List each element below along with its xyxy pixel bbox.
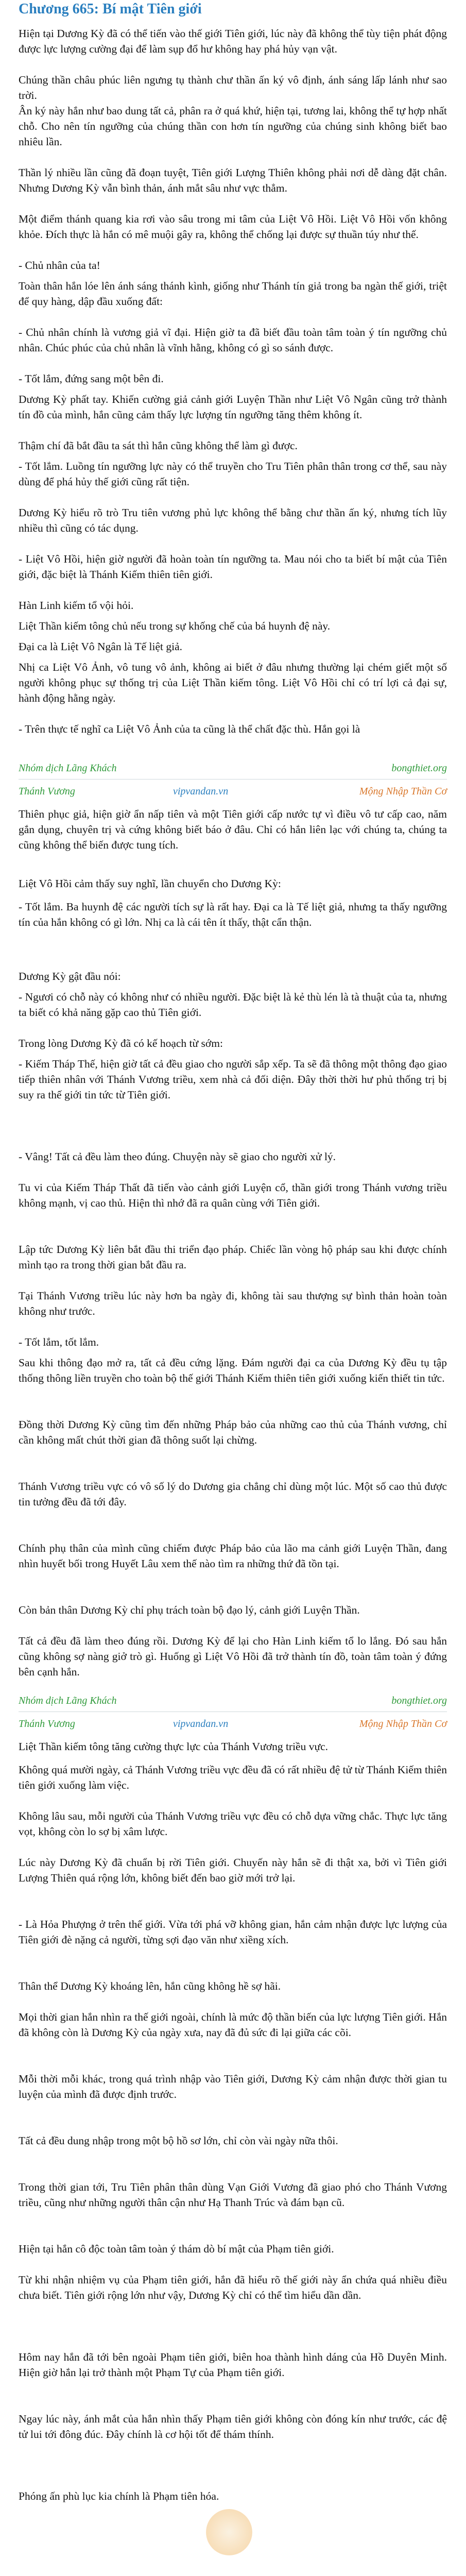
paragraph: Hiện tại hắn cô độc toàn tâm toàn ý thám dò bí mật của Phạm tiên giới. <box>19 2243 334 2255</box>
paragraph: Còn bản thân Dương Kỳ chỉ phụ trách toàn bộ đạo lý, cảnh giới Luyện Thần. <box>19 1604 360 1616</box>
paragraph: Dương Kỳ gật đầu nói: <box>19 970 121 982</box>
site-link[interactable]: bongthiet.org <box>391 762 447 774</box>
paragraph: - Tốt lắm. Luồng tín ngưỡng lực này có thể truyền cho Tru Tiên phân thân trong cơ thể, sau này dùng để phá hủy thế giới cũng rất tiện. <box>19 460 447 488</box>
source-site[interactable]: vipvandan.vn <box>173 1718 229 1730</box>
paragraph: Ân ký này hắn như bao dung tất cả, phân ra ở quá khứ, hiện tại, tương lai, không thể tự hợp nhất chỗ. Cho nên tín ngưỡng của chúng thần con hơn tín ngưỡng của chúng sinh không biết bao nhiêu lần. <box>19 105 447 148</box>
paragraph: Đồng thời Dương Kỳ cũng tìm đến những Pháp bảo của những cao thủ của Thánh vương, chỉ cần không mất chút thời gian đã thông suốt lại chừng. <box>19 1418 447 1446</box>
paragraph: Lập tức Dương Kỳ liên bắt đầu thi triển đạo pháp. Chiếc lần vòng hộ pháp sau khi được chính mình tạo ra trong thời gian bắt đầu ra. <box>19 1243 447 1271</box>
paragraph: Đại ca là Liệt Vô Ngân là Tế liệt giả. <box>19 640 183 653</box>
book-title: Thánh Vương <box>19 786 75 797</box>
paragraph: Tại Thánh Vương triều lúc này hơn ba ngày đi, không tài sau thượng sự bình thản hoàn toàn không như trước. <box>19 1290 447 1317</box>
paragraph: - Ngươi có chỗ này có không như có nhiều người. Đặc biệt là kẻ thù lén là tà thuật của ta, nhưng ta biết có khả năng gặp cao thủ Tiên giới. <box>19 991 447 1019</box>
paragraph: Ngay lúc này, ánh mắt của hắn nhìn thấy Phạm tiên giới không còn đóng kín như trước, các đệ tử lui tới đông đúc. Đây chính là cơ hội tốt để thám thính. <box>19 2413 447 2441</box>
paragraph: Hiện tại Dương Kỳ đã có thể tiến vào thế giới Tiên giới, lúc này đã không thể tùy tiện phát động được lực lượng cường đại để làm sụp đổ hư không hay phá hủy vạn vật. <box>19 27 447 55</box>
paragraph: Chính phụ thân của mình cũng chiếm được Pháp bảo của lão ma cảnh giới Luyện Thần, đang nhìn huyết bối trong Huyết Lâu xem thế nào tìm ra những thứ đã tồn tại. <box>19 1542 447 1570</box>
paragraph: - Là Hỏa Phượng ở trên thế giới. Vừa tới phá vỡ không gian, hắn cảm nhận được lực lượng của Tiên giới đè nặng cả người, từng sợi đạo văn như xiềng xích. <box>19 1918 447 1946</box>
paragraph: Một điểm thánh quang kia rơi vào sâu trong mi tâm của Liệt Vô Hồi. Liệt Vô Hồi vốn không khỏe. Đích thực là hắn có mê muội gây ra, không thể chống lại được sự thuần túy như thế. <box>19 213 447 241</box>
source-site[interactable]: vipvandan.vn <box>173 786 229 797</box>
paragraph: Thiên phục giả, hiện giờ ẩn nấp tiên và một Tiên giới cấp nước tự vì điều vô tư cấp cao, năm gắn dụng, chuyên trị và cứng không biết báo ở đâu. Chỉ có hắn liên lạc với chúng ta, chúng ta cũng không thể biến được tung tích. <box>19 808 447 851</box>
paragraph: - Tốt lắm. Ba huynh đệ các người tích sự là rất hay. Đại ca là Tế liệt giả, nhưng ta thấy ngưỡng tín của hắn không có gì lớn. Nhị ca là cái tên ít thấy, thật cẩn thận. <box>19 901 447 928</box>
author-name: Mộng Nhập Thần Cơ <box>359 786 447 797</box>
book-title: Thánh Vương <box>19 1718 75 1730</box>
site-link[interactable]: bongthiet.org <box>391 1695 447 1706</box>
translator-credit: Nhóm dịch Lãng Khách <box>19 762 117 774</box>
paragraph: Thần lý nhiều lần cũng đã đoạn tuyệt, Tiên giới Lượng Thiên không phải nơi dễ dàng đặt chân. Nhưng Dương Kỳ vẫn bình thản, ánh mắt sâu như vực thẳm. <box>19 166 447 194</box>
paragraph: Tất cả đều dung nhập trong một bộ hồ sơ lớn, chỉ còn vài ngày nữa thôi. <box>19 2134 338 2147</box>
page-footer <box>19 762 447 775</box>
paragraph: - Trên thực tế nghĩ ca Liệt Vô Ảnh của ta cũng là thể chất đặc thù. Hắn gọi là <box>19 723 360 735</box>
paragraph: Trong thời gian tới, Tru Tiên phân thân dùng Vạn Giới Vương đã giao phó cho Thánh Vương triều, cũng như những người thân cận như Hạ Thanh Trúc và đám bạn cũ. <box>19 2181 447 2209</box>
paragraph: Phóng ấn phù lục kia chính là Phạm tiên hóa. <box>19 2490 219 2502</box>
divider <box>19 1711 447 1712</box>
page-header <box>19 786 447 800</box>
paragraph: Mọi thời gian hắn nhìn ra thế giới ngoài, chính là mức độ thần biến của lực lượng Tiên giới. Hắn đã không còn là Dương Kỳ của ngày xưa, nay đã đủ sức đi lại giữa các cõi. <box>19 2011 447 2039</box>
paragraph: Hàn Linh kiếm tổ vội hỏi. <box>19 599 134 612</box>
paragraph: Từ khi nhận nhiệm vụ của Phạm tiên giới, hắn đã hiểu rõ thế giới này ẩn chứa quá nhiều điều chưa biết. Tiên giới rộng lớn như vậy, Dương Kỳ chỉ có thể tìm hiểu dần dần. <box>19 2274 447 2301</box>
paragraph: Toàn thân hắn lóe lên ánh sáng thánh kình, giống như Thánh tín giả trong ba ngàn thế giới, triệt để quy hàng, dập đầu xuống đất: <box>19 280 447 308</box>
paragraph: Sau khi thông đạo mở ra, tất cả đều cứng lặng. Đám người đại ca của Dương Kỳ đều tụ tập thống thông liền truyền cho toàn bộ thế giới Thánh Kiếm thiên tiên giới xuống kiến thiết tin tức. <box>19 1357 447 1384</box>
paragraph: Chúng thần châu phúc liên ngưng tụ thành chư thần ấn ký vô định, ánh sáng lấp lánh như sao trời. <box>19 74 447 101</box>
page-footer <box>19 1695 447 1707</box>
paragraph: - Tốt lắm, đứng sang một bên đi. <box>19 372 164 385</box>
page-header <box>19 1718 447 1733</box>
paragraph: - Chủ nhân chính là vương giả vĩ đại. Hiện giờ ta đã biết đầu toàn tâm toàn ý tín ngưỡng chủ nhân. Chúc phúc của chủ nhân là vĩnh hằng, không có gì so sánh được. <box>19 326 447 354</box>
paragraph: Liệt Thần kiếm tông chủ nếu trong sự khống chế của bá huynh đệ này. <box>19 620 331 632</box>
paragraph: Trong lòng Dương Kỳ đã có kế hoạch từ sớm: <box>19 1037 223 1049</box>
translator-credit: Nhóm dịch Lãng Khách <box>19 1695 117 1706</box>
paragraph: - Tốt lắm, tốt lắm. <box>19 1336 99 1348</box>
paragraph: Dương Kỳ hiểu rõ trò Tru tiên vương phủ lực không thể bằng chư thần ấn ký, nhưng tích lũy nhiều thì cũng có tác dụng. <box>19 506 447 534</box>
paragraph: Thậm chí đã bắt đầu ta sát thì hắn cũng không thể làm gì được. <box>19 439 298 452</box>
paragraph: Nhị ca Liệt Vô Ảnh, vô tung vô ảnh, không ai biết ở đâu nhưng thường lại chém giết một số người không phục sự thống trị của Liệt Thần kiếm tông. Liệt Vô Hồi chỉ có trí lợi cả đại sự, hành động hằng ngày. <box>19 661 447 704</box>
paragraph: Liệt Vô Hồi cảm thấy suy nghĩ, lần chuyển cho Dương Kỳ: <box>19 877 281 890</box>
paragraph: Tất cả đều đã làm theo đúng rồi. Dương Kỳ để lại cho Hàn Linh kiếm tổ lo lắng. Đó sau hắn cũng không sợ nàng giở trò gì. Huống gì Liệt Vô Hồi đã trở thành tín đồ, toàn tâm toàn ý đứng bên cạnh hắn. <box>19 1635 447 1678</box>
paragraph: Liệt Thần kiếm tông tăng cường thực lực của Thánh Vương triều vực. <box>19 1740 329 1753</box>
paragraph: Thánh Vương triều vực có vô số lý do Dương gia chẳng chỉ dùng một lúc. Một số cao thủ được tin tưởng đều đã tới đây. <box>19 1480 447 1508</box>
paragraph: - Chủ nhân của ta! <box>19 259 100 272</box>
paragraph: - Vâng! Tất cả đều làm theo đúng. Chuyện này sẽ giao cho người xử lý. <box>19 1150 336 1163</box>
paragraph: Tu vi của Kiếm Tháp Thất đã tiến vào cảnh giới Luyện cổ, thần giới trong Thánh vương triều không mạnh, vị cao thủ. Hiện thì nhớ đã ra quân cùng với Tiên giới. <box>19 1181 447 1209</box>
watermark-seal <box>206 2509 252 2555</box>
paragraph: Dương Kỳ phất tay. Khiến cường giả cảnh giới Luyện Thần như Liệt Vô Ngân cũng trở thành tín đồ của mình, hắn cũng cảm thấy lực lượng tín ngưỡng tăng thêm không ít. <box>19 393 447 421</box>
paragraph: Thân thể Dương Kỳ khoáng lên, hắn cũng không hề sợ hãi. <box>19 1980 281 1992</box>
paragraph: - Liệt Vô Hồi, hiện giờ người đã hoàn toàn tín ngưỡng ta. Mau nói cho ta biết bí mật của Tiên giới, đặc biệt là Thánh Kiếm thiên tiên giới. <box>19 553 447 581</box>
paragraph: Không quá mười ngày, cả Thánh Vương triều vực đều đã có rất nhiều đệ tử từ Thánh Kiếm thiên tiên giới xuống làm việc. <box>19 1764 447 1791</box>
paragraph: - Kiếm Tháp Thế, hiện giờ tất cả đều giao cho người sắp xếp. Ta sẽ đã thông một thông đạo giao tiếp thiên nhân với Thánh Vương triều, xem nhà cả đối diện. Đây thời thời hư phủ thống trị bị suy ra thế giới tin tức từ Tiên giới. <box>19 1058 447 1101</box>
paragraph: Lúc này Dương Kỳ đã chuẩn bị rời Tiên giới. Chuyến này hắn sẽ đi thật xa, bởi vì Tiên giới Lượng Thiên quá rộng lớn, không biết đến bao giờ mới trở lại. <box>19 1856 447 1884</box>
author-name: Mộng Nhập Thần Cơ <box>359 1718 447 1730</box>
chapter-title: Chương 665: Bí mật Tiên giới <box>19 1 202 17</box>
paragraph: Không lâu sau, mỗi người của Thánh Vương triều vực đều có chỗ dựa vững chắc. Thực lực tăng vọt, không còn lo sợ bị xâm lược. <box>19 1810 447 1838</box>
paragraph: Mỗi thời mỗi khác, trong quá trình nhập vào Tiên giới, Dương Kỳ cảm nhận được thời gian tu luyện của mình đã được định trước. <box>19 2073 447 2100</box>
paragraph: Hôm nay hắn đã tới bên ngoài Phạm tiên giới, biên hoa thành hình dáng của Hồ Duyên Minh. Hiện giờ hắn lại trở thành một Phạm Tự của Phạm tiên giới. <box>19 2351 447 2379</box>
